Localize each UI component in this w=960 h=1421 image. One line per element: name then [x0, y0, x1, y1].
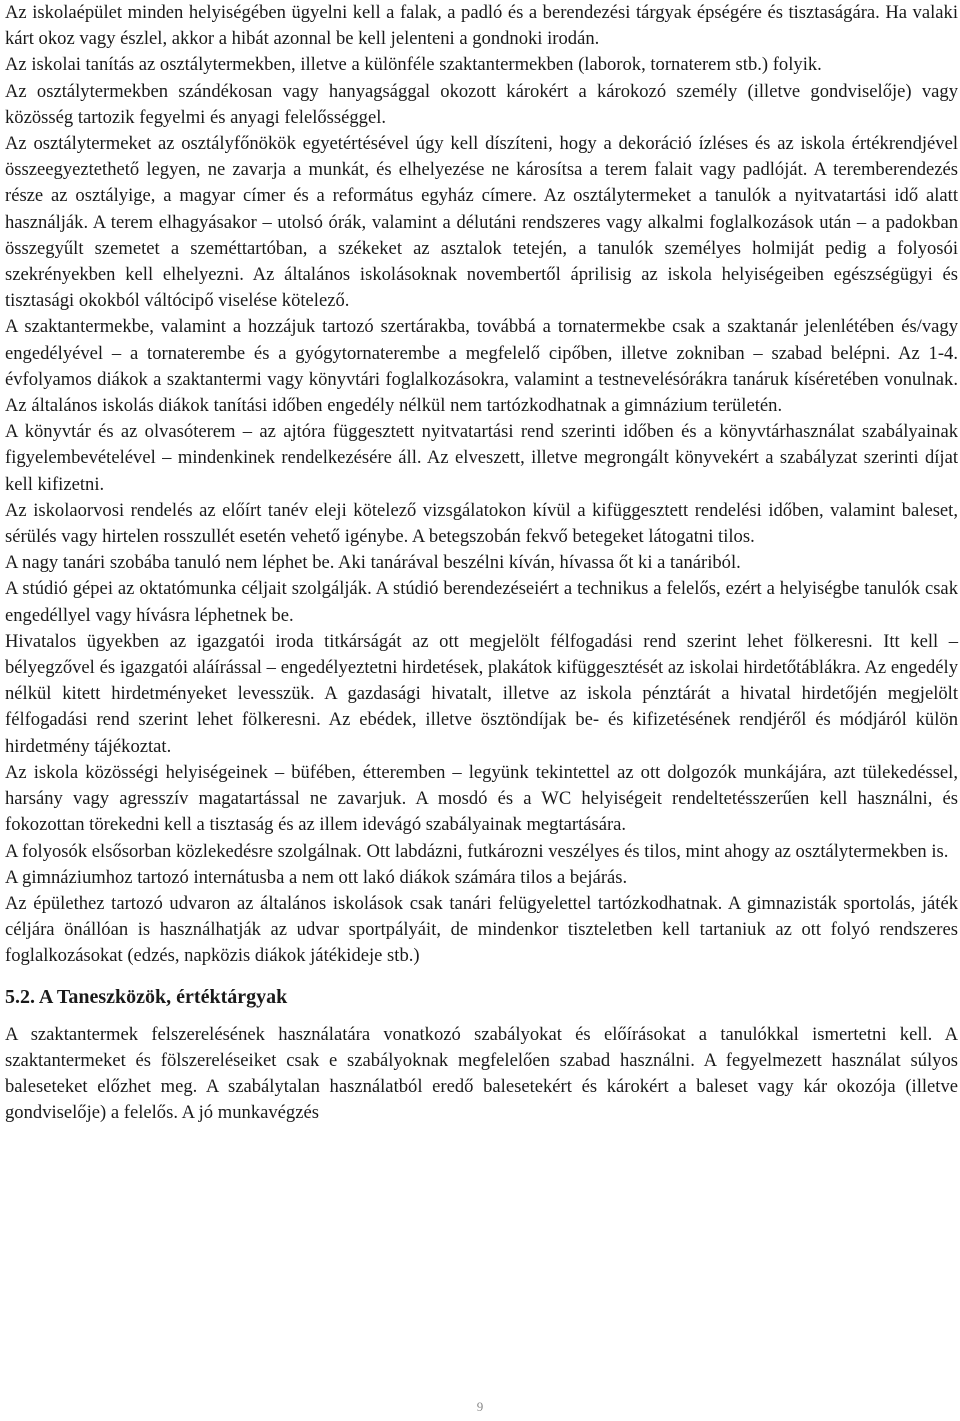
paragraph-classroom-decoration: Az osztálytermeket az osztályfőnökök egyetértésével úgy kell díszíteni, hogy a dekoráció ízléses és az iskola értékrendjével összeegyeztethető legyen, ne zavarja a munkát, és elhelyezése ne károsítsa a terem falait vagy padlóját. A teremberendezés része az osztályige, a magyar címer és a református egyház címere. Az osztálytermeket a tanulók a nyitvatartási idő alatt használják. A terem elhagyásakor – utolsó órák, valamint a délutáni rendszeres vagy alkalmi foglalkozások után – a padokban összegyűlt szemetet a szeméttartóban, a székeket az asztalok tetején, a tanulók személyes holmiját pedig a folyosói szekrényekben kell elhelyezni. Az általános iskolásoknak novembertől áprilisig az iskola helyiségeiben egészségügyi és tisztasági okokból váltócipő viselése kötelező.	[5, 133, 958, 312]
paragraph-library: A könyvtár és az olvasóterem – az ajtóra függesztett nyitvatartási rend szerinti időben és a könyvtárhasználat szabályainak figyelembevételével – mindenkinek rendelkezésére áll. Az elveszett, illetve megrongált könyvekért a szabályzat szerinti díjat kell kifizetni.	[5, 421, 958, 495]
document-page	[5, 0, 958, 1126]
paragraph-dormitory: A gimnáziumhoz tartozó internátusba a nem ott lakó diákok számára tilos a bejárás.	[5, 866, 628, 888]
paragraph-community-rooms: Az iskola közösségi helyiségeinek – büfében, étteremben – legyünk tekintettel az ott dolgozók munkájára, azt tülekedéssel, harsány vagy agresszív magatartással ne zavarjuk. A mosdó és a WC helyiségeit rendeltetésszerűen kell használni, és fokozottan törekedni kell a tisztaság és az illem idevágó szabályainak megtartására.	[5, 761, 958, 836]
paragraph-teaching-rooms: Az iskolai tanítás az osztálytermekben, illetve a különféle szaktantermekben (laborok, tornaterem stb.) folyik.	[5, 54, 822, 76]
section-heading: 5.2. A Taneszközök, értéktárgyak	[5, 985, 288, 1008]
paragraph-damage-liability: Az osztálytermekben szándékosan vagy hanyagsággal okozott károkért a károkozó személy (illetve gondviselője) vagy közösség tartozik fegyelmi és anyagi felelősséggel.	[5, 80, 958, 128]
paragraph-specialist-rooms: A szaktantermekbe, valamint a hozzájuk tartozó szertárakba, továbbá a tornatermekbe csak a szaktanár jelenlétében és/vagy engedélyével – a tornaterembe és a gyógytornaterembe a megfelelő cipőben, illetve zokniban – szabad belépni. Az 1-4. évfolyamos diákok a szaktantermi vagy könyvtári foglalkozásokra, valamint a testnevelésórákra tanáruk kíséretében vonulnak. Az általános iskolás diákok tanítási időben engedély nélkül nem tartózkodhatnak a gimnázium területén.	[5, 316, 958, 417]
paragraph-studio: A stúdió gépei az oktatómunka céljait szolgálják. A stúdió berendezéseiért a technikus a felelős, ezért a helyiségbe tanulók csak engedéllyel vagy hívásra léphetnek be.	[5, 578, 958, 626]
paragraph-staff-room: A nagy tanári szobába tanuló nem léphet be. Aki tanárával beszélni kíván, hívassa őt ki a tanáriból.	[5, 552, 741, 574]
paragraph-official-matters: Hivatalos ügyekben az igazgatói iroda titkárságát az ott megjelölt félfogadási rend szerint lehet fölkeresni. Itt kell – bélyegzővel és igazgatói aláírással – engedélyeztetni hirdetések, plakátok kifüggesztését az iskolai hirdetőtáblákra. Az engedély nélkül kitett hirdetményeket levesszük. A gazdasági hivatalt, illetve az iskola pénztárát a hivatal hirdetőjén megjelölt félfogadási rend szerint lehet fölkeresni. Az ebédek, illetve ösztöndíjak be- és kifizetésének rendjéről és módjáról külön hirdetmény tájékoztat.	[5, 630, 958, 757]
paragraph-courtyard: Az épülethez tartozó udvaron az általános iskolások csak tanári felügyelettel tartózkodhatnak. A gimnazisták sportolás, játék céljára önállóan is használhatják az udvar sportpályáit, de mindenkor tiszteletben kell tartaniuk az ott folyó rendszeres foglalkozásokat (edzés, napközis diákok játékideje stb.)	[5, 892, 958, 967]
paragraph-building-care: Az iskolaépület minden helyiségében ügyelni kell a falak, a padló és a berendezési tárgyak épségére és tisztaságára. Ha valaki kárt okoz vagy észlel, akkor a hibát azonnal be kell jelenteni a gondnoki irodán.	[5, 2, 958, 50]
paragraph-corridors: A folyosók elsősorban közlekedésre szolgálnak. Ott labdázni, futkározni veszélyes és tilos, mint ahogy az osztálytermekben is.	[5, 840, 949, 862]
paragraph-equipment-rules: A szaktantermek felszerelésének használatára vonatkozó szabályokat és előírásokat a tanulókkal ismertetni kell. A szaktantermeket és fölszereléseiket csak e szabályoknak megfelelően szabad használni. A fegyelmezett használat súlyos baleseteket előzhet meg. A szabálytalan használatból eredő balesetekért és károkért a baleset vagy kár okozója (illetve gondviselője) a felelős. A jó munkavégzés	[5, 1023, 958, 1124]
paragraph-school-doctor: Az iskolaorvosi rendelés az előírt tanév eleji kötelező vizsgálatokon kívül a kifüggesztett rendelési időben, valamint baleset, sérülés vagy hirtelen rosszullét esetén vehető igénybe. A betegszobán fekvő betegeket látogatni tilos.	[5, 499, 958, 548]
page-number: 9	[476, 1399, 484, 1414]
